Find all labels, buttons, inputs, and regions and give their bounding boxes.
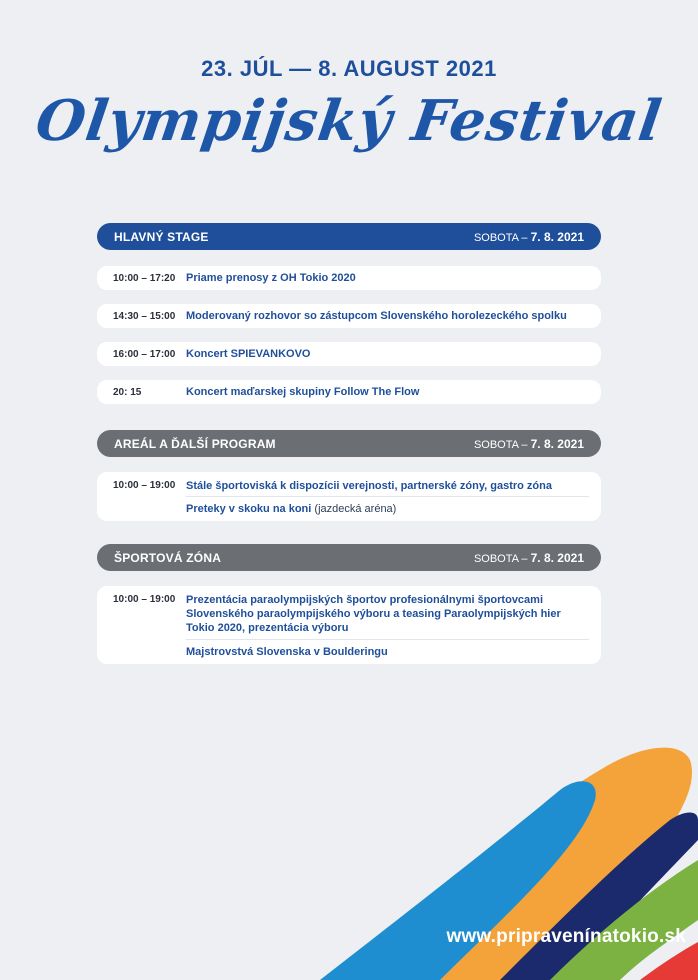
section-header-area xyxy=(97,430,601,457)
row-event: Moderovaný rozhovor so zástupcom Slovenského horolezeckého spolku xyxy=(186,310,567,322)
section-header-main-stage xyxy=(97,223,601,250)
row-time: 10:00 – 17:20 xyxy=(113,272,176,284)
section-title: ŠPORTOVÁ ZÓNA xyxy=(114,550,222,565)
schedule-row xyxy=(97,342,601,366)
schedule-row xyxy=(97,472,601,521)
section-title: HLAVNÝ STAGE xyxy=(114,229,209,244)
website-url[interactable]: www.pripravenínatokio.sk xyxy=(446,926,686,947)
row-time: 10:00 – 19:00 xyxy=(113,480,176,491)
section-day: SOBOTA xyxy=(473,438,519,451)
festival-title: Olympijský Festival xyxy=(31,88,667,154)
row-time: 10:00 – 19:00 xyxy=(113,594,176,605)
schedule-row xyxy=(97,266,601,290)
row-event: Koncert maďarskej skupiny Follow The Flow xyxy=(186,386,420,398)
section-header-sport-zone xyxy=(97,544,601,571)
row-event: Stále športoviská k dispozícii verejnosti, partnerské zóny, gastro zóna xyxy=(186,480,552,492)
schedule-row xyxy=(97,586,601,664)
festival-dates: 23. JÚL — 8. AUGUST 2021 xyxy=(201,56,497,81)
event-name: Preteky v skoku na koni xyxy=(186,503,312,515)
row-event xyxy=(186,502,589,516)
section-date: SOBOTA – 7. 8. 2021 xyxy=(473,550,584,565)
section-date-value: 7. 8. 2021 xyxy=(530,229,584,244)
row-event-line: Tokio 2020, prezentácia výboru xyxy=(186,622,349,634)
section-date-value: 7. 8. 2021 xyxy=(530,436,584,451)
section-day: SOBOTA xyxy=(473,552,519,565)
event-note: (jazdecká aréna) xyxy=(314,503,397,515)
section-date: SOBOTA – 7. 8. 2021 xyxy=(473,436,584,451)
row-event-line: Prezentácia paraolympijských športov profesionálnymi športovcami xyxy=(186,594,544,606)
row-divider xyxy=(186,496,589,497)
schedule-row xyxy=(97,304,601,328)
row-event-line: Slovenského paraolympijského výboru a teasing Paraolympijských hier xyxy=(186,608,561,620)
row-divider xyxy=(186,639,589,640)
row-time: 14:30 – 15:00 xyxy=(113,310,176,322)
schedule-row xyxy=(97,380,601,404)
row-time: 20: 15 xyxy=(113,386,142,398)
row-time: 16:00 – 17:00 xyxy=(113,348,176,360)
section-date-value: 7. 8. 2021 xyxy=(530,550,584,565)
section-day: SOBOTA xyxy=(473,231,519,244)
row-event: Majstrovstvá Slovenska v Boulderingu xyxy=(186,646,388,658)
section-date: SOBOTA – 7. 8. 2021 xyxy=(473,229,584,244)
row-event: Priame prenosy z OH Tokio 2020 xyxy=(186,272,356,284)
row-event: Koncert SPIEVANKOVO xyxy=(186,348,311,360)
section-title: AREÁL A ĎALŠÍ PROGRAM xyxy=(114,436,276,451)
